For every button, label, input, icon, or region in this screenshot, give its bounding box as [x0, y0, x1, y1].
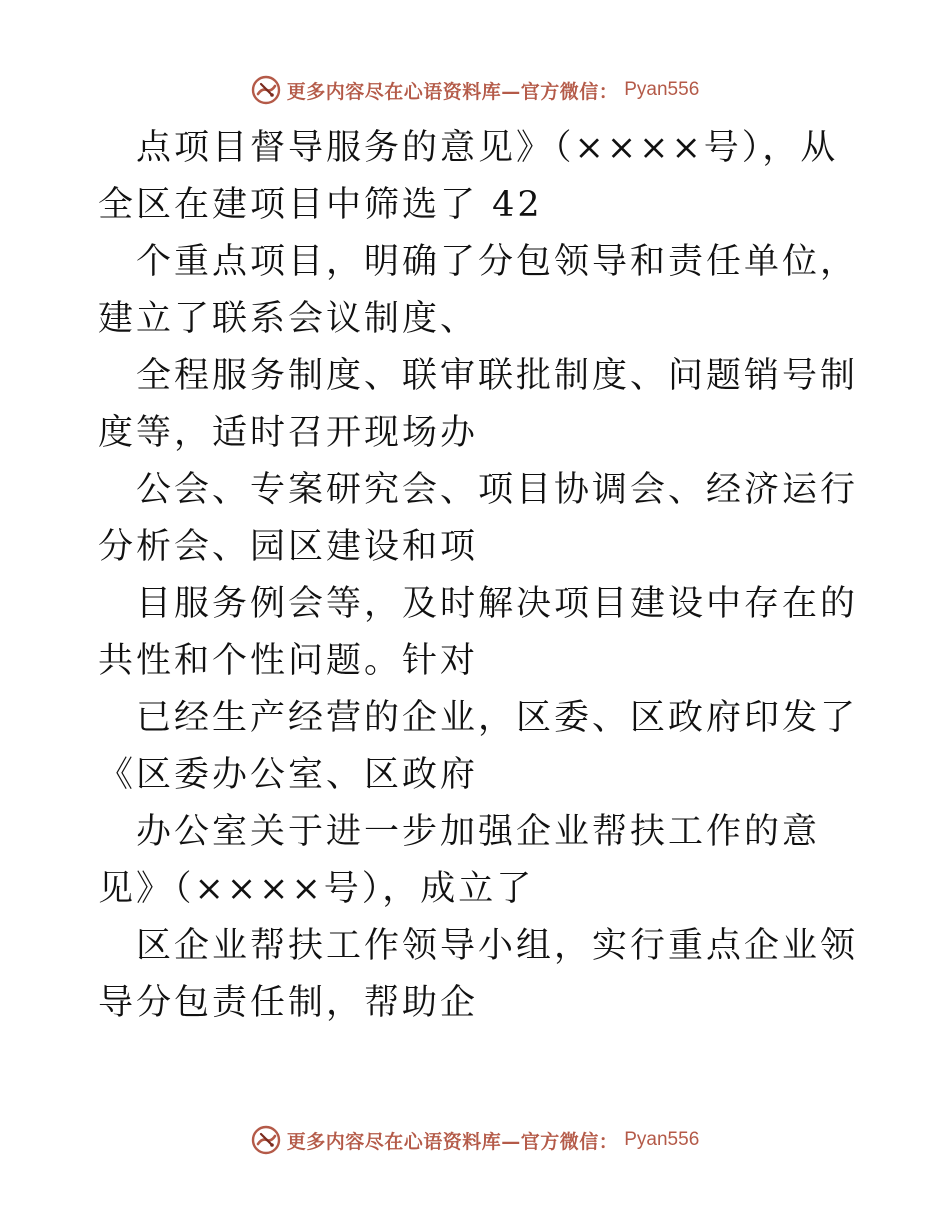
paragraph: 公会、专案研究会、项目协调会、经济运行分析会、园区建设和项: [98, 470, 859, 567]
watermark-contact: Pyan556: [624, 79, 700, 100]
watermark-text: 更多内容尽在心语资料库—官方微信：: [286, 1130, 619, 1153]
footer-watermark: [0, 1120, 950, 1160]
watermark-text: 更多内容尽在心语资料库—官方微信：: [286, 80, 619, 103]
header-watermark: [0, 70, 950, 110]
paragraph: 已经生产经营的企业，区委、区政府印发了《区委办公室、区政府: [98, 698, 859, 795]
paragraph: 全程服务制度、联审联批制度、问题销号制度等，适时召开现场办: [98, 356, 859, 453]
document-body: [98, 120, 858, 1032]
book-pen-logo-icon: [251, 1125, 281, 1155]
watermark-contact: Pyan556: [624, 1129, 700, 1150]
paragraph: 办公室关于进一步加强企业帮扶工作的意见》（××××号），成立了: [98, 812, 821, 909]
book-pen-logo-icon: [251, 75, 281, 105]
paragraph: 区企业帮扶工作领导小组，实行重点企业领导分包责任制，帮助企: [98, 926, 859, 1023]
paragraph: 个重点项目，明确了分包领导和责任单位，建立了联系会议制度、: [98, 242, 859, 339]
paragraph: 目服务例会等，及时解决项目建设中存在的共性和个性问题。针对: [98, 584, 859, 681]
paragraph: 点项目督导服务的意见》（××××号），从全区在建项目中筛选了 42: [98, 128, 839, 225]
